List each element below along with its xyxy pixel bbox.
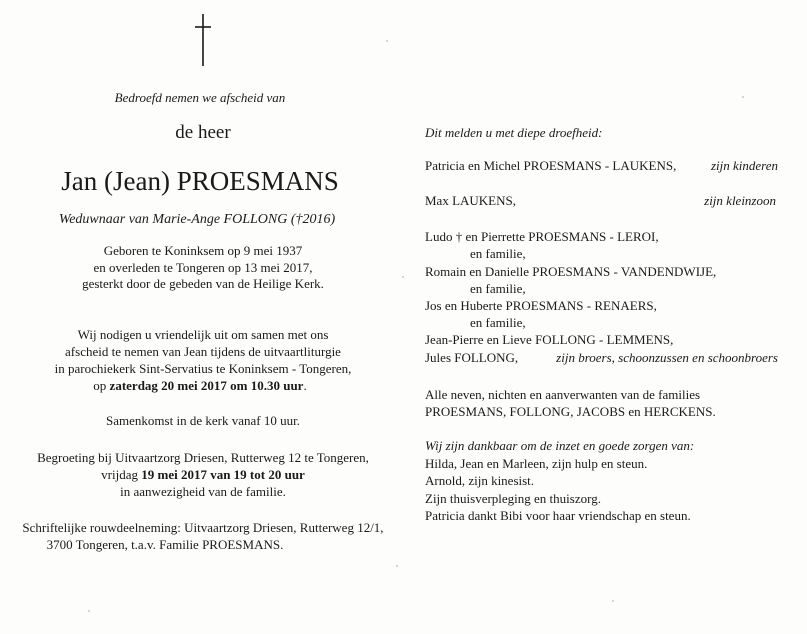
siblings-role: zijn broers, schoonzussen en schoonbroers xyxy=(556,350,778,365)
greeting-line: Begroeting bij Uitvaartzorg Driesen, Rutterweg 12 te Tongeren, xyxy=(37,450,369,465)
paper-speck xyxy=(386,40,388,42)
intro-text: Bedroefd nemen we afscheid van xyxy=(114,90,286,105)
service-prefix: op xyxy=(93,378,110,393)
invite-line-3: in parochiekerk Sint-Servatius te Koninksem - Tongeren, xyxy=(54,361,352,376)
deceased-name: Jan (Jean) PROESMANS xyxy=(61,166,339,196)
grandson-role: zijn kleinzoon xyxy=(704,193,776,208)
sibling-line-1: Ludo † en Pierrette PROESMANS - LEROI, xyxy=(425,229,659,244)
invite-line-1: Wij nodigen u vriendelijk uit om samen met ons xyxy=(77,327,329,342)
children-names: Patricia en Michel PROESMANS - LAUKENS, xyxy=(425,158,677,173)
invite-line-2: afscheid te nemen van Jean tijdens de uitvaartliturgie xyxy=(65,344,341,359)
service-date: zaterdag 20 mei 2017 om 10.30 uur xyxy=(109,378,304,393)
greeting-prefix: vrijdag xyxy=(101,467,142,482)
relatives-line-2: PROESMANS, FOLLONG, JACOBS en HERCKENS. xyxy=(425,404,716,419)
sibling-line-3: Jos en Huberte PROESMANS - RENAERS, xyxy=(425,298,657,313)
birth-line-3: gesterkt door de gebeden van de Heilige Kerk. xyxy=(82,276,324,291)
condolence-line-1: Schriftelijke rouwdeelneming: Uitvaartzorg Driesen, Rutterweg 12/1, xyxy=(22,520,384,535)
sibling-family-2: en familie, xyxy=(470,281,526,296)
widower-line: Weduwnaar van Marie-Ange FOLLONG (†2016) xyxy=(58,212,336,227)
children-role: zijn kinderen xyxy=(710,158,778,173)
thanks-intro: Wij zijn dankbaar om de inzet en goede zorgen van: xyxy=(425,438,695,453)
paper-speck xyxy=(402,276,404,278)
paper-speck xyxy=(88,610,90,612)
service-suffix: . xyxy=(303,378,307,393)
thanks-line-2: Arnold, zijn kinesist. xyxy=(425,473,535,488)
sibling-family-3: en familie, xyxy=(470,315,526,330)
sibling-family-1: en familie, xyxy=(470,246,526,261)
paper-speck xyxy=(612,600,614,602)
thanks-line-4: Patricia dankt Bibi voor haar vriendschap en steun. xyxy=(425,508,691,523)
greeting-time: 19 mei 2017 van 19 tot 20 uur xyxy=(141,467,305,482)
paper-speck xyxy=(742,96,744,98)
cross-icon xyxy=(193,14,213,66)
greeting-time-line xyxy=(101,467,305,482)
sibling-line-5: Jules FOLLONG, xyxy=(425,350,519,365)
thanks-line-3: Zijn thuisverpleging en thuiszorg. xyxy=(425,491,601,506)
service-line xyxy=(93,378,306,393)
grandson-name: Max LAUKENS, xyxy=(425,193,516,208)
sibling-line-2: Romain en Danielle PROESMANS - VANDENDWIJE, xyxy=(425,264,717,279)
birth-line-2: en overleden te Tongeren op 13 mei 2017, xyxy=(93,260,313,275)
paper-speck xyxy=(396,565,398,567)
birth-line-1: Geboren te Koninksem op 9 mei 1937 xyxy=(103,243,303,258)
relatives-line-1: Alle neven, nichten en aanverwanten van de families xyxy=(425,387,701,402)
announcement-intro: Dit melden u met diepe droefheid: xyxy=(425,125,603,140)
honorific: de heer xyxy=(175,122,231,143)
greeting-presence: in aanwezigheid van de familie. xyxy=(120,484,286,499)
gathering-line: Samenkomst in de kerk vanaf 10 uur. xyxy=(106,413,300,428)
thanks-line-1: Hilda, Jean en Marleen, zijn hulp en steun. xyxy=(425,456,648,471)
sibling-line-4: Jean-Pierre en Lieve FOLLONG - LEMMENS, xyxy=(425,332,674,347)
condolence-line-2: 3700 Tongeren, t.a.v. Familie PROESMANS. xyxy=(46,537,284,552)
